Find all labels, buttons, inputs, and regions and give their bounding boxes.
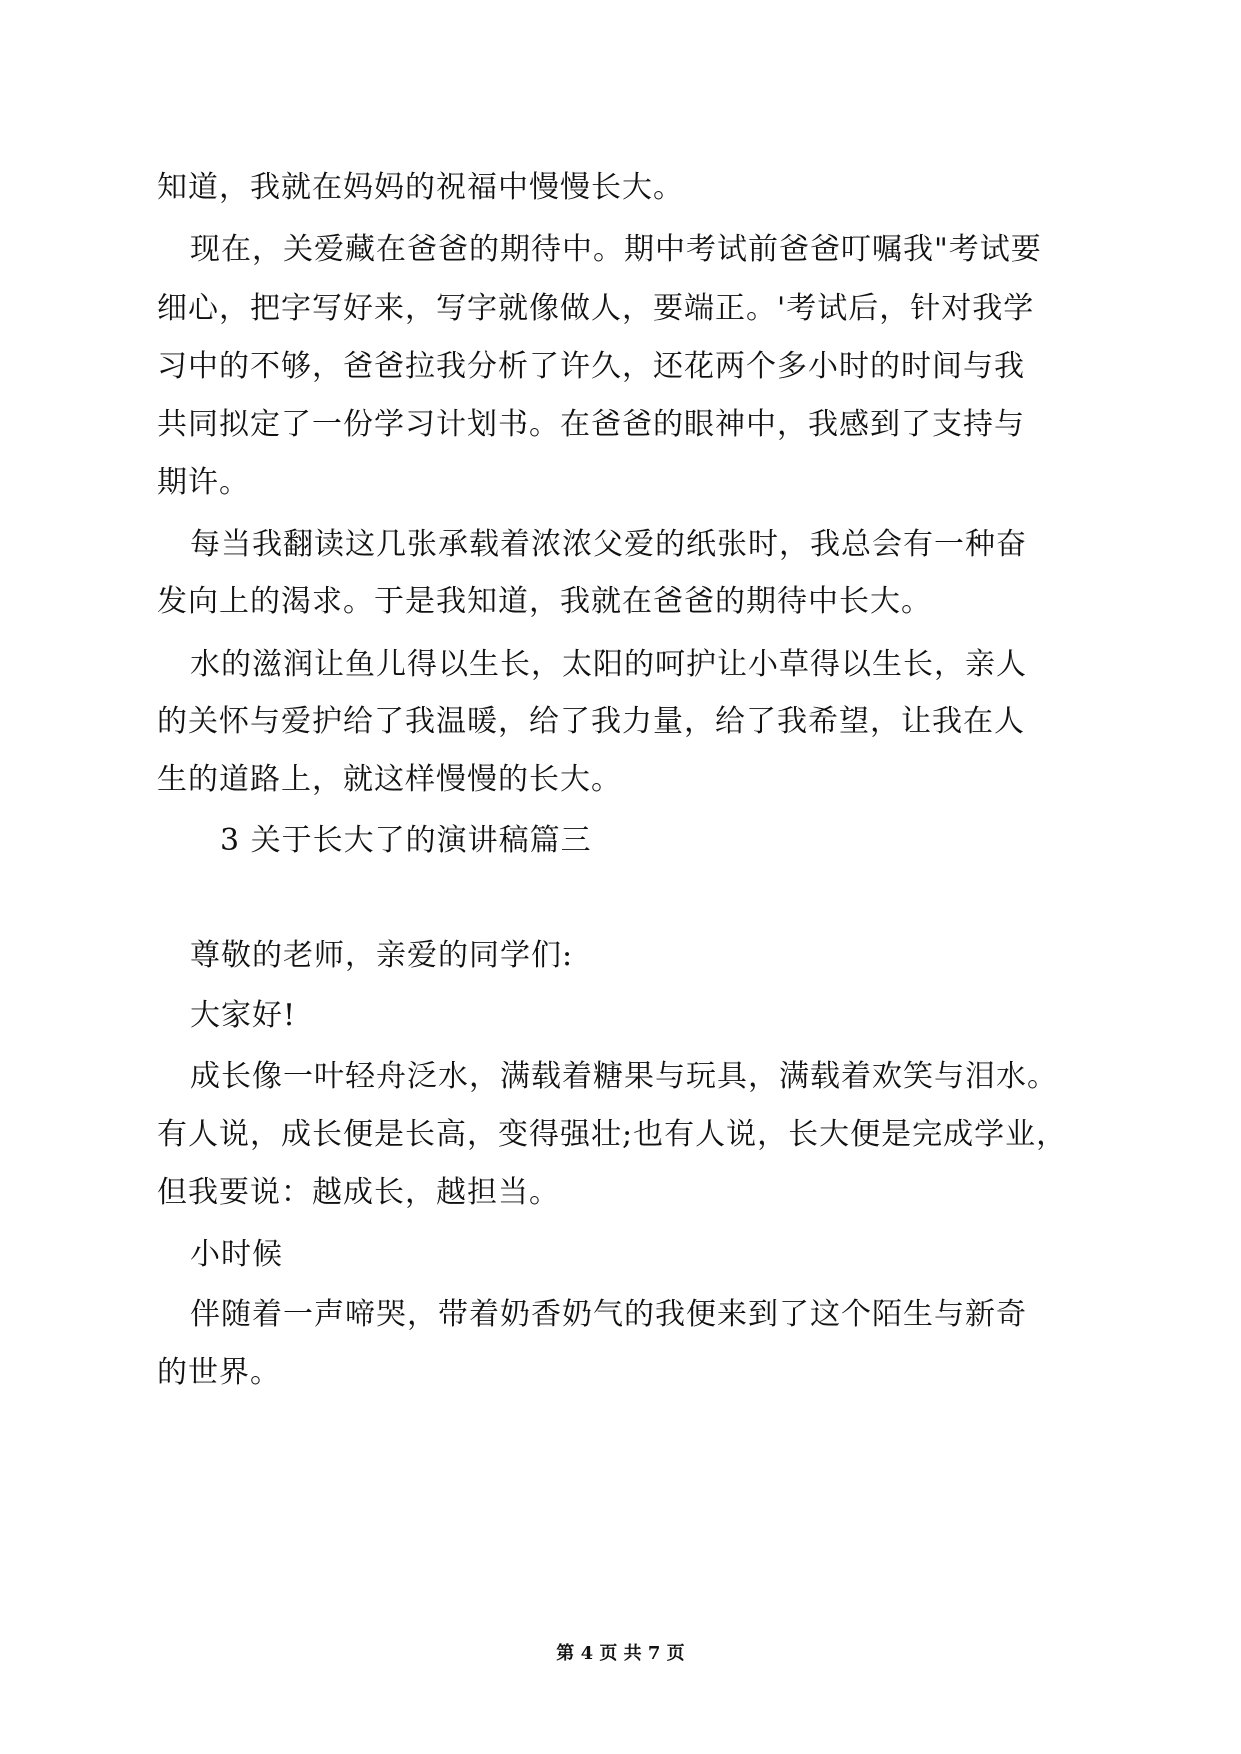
paragraph-line: 共同拟定了一份学习计划书。在爸爸的眼神中，我感到了支持与 <box>157 407 1025 442</box>
section-heading: 3 关于长大了的演讲稿篇三 <box>220 823 592 858</box>
paragraph-line: 生的道路上，就这样慢慢的长大。 <box>157 762 622 797</box>
paragraph-line: 知道，我就在妈妈的祝福中慢慢长大。 <box>157 170 684 205</box>
salutation-line: 尊敬的老师，亲爱的同学们: <box>190 938 574 973</box>
paragraph-line: 发向上的渴求。于是我知道，我就在爸爸的期待中长大。 <box>157 584 932 619</box>
paragraph-line: 习中的不够，爸爸拉我分析了许久，还花两个多小时的时间与我 <box>157 349 1025 384</box>
paragraph-line: 的关怀与爱护给了我温暖，给了我力量，给了我希望，让我在人 <box>157 704 1025 739</box>
paragraph-line: 成长像一叶轻舟泛水，满载着糖果与玩具，满载着欢笑与泪水。 <box>190 1059 1058 1094</box>
paragraph-line: 有人说，成长便是长高，变得强壮;也有人说，长大便是完成学业， <box>157 1117 1068 1152</box>
paragraph-line: 但我要说：越成长，越担当。 <box>157 1175 560 1210</box>
paragraph-line: 小时候 <box>190 1237 283 1272</box>
paragraph-line: 期许。 <box>157 465 250 500</box>
paragraph-line: 的世界。 <box>157 1355 281 1390</box>
greeting-line: 大家好! <box>190 998 297 1033</box>
paragraph-line: 伴随着一声啼哭，带着奶香奶气的我便来到了这个陌生与新奇 <box>190 1297 1027 1332</box>
paragraph-line: 每当我翻读这几张承载着浓浓父爱的纸张时，我总会有一种奋 <box>190 527 1027 562</box>
paragraph-line: 细心，把字写好来，写字就像做人，要端正。'考试后，针对我学 <box>157 291 1035 326</box>
page-number-footer: 第 4 页 共 7 页 <box>556 1643 685 1664</box>
paragraph-line: 水的滋润让鱼儿得以生长，太阳的呵护让小草得以生长，亲人 <box>190 647 1027 682</box>
paragraph-line: 现在，关爱藏在爸爸的期待中。期中考试前爸爸叮嘱我"考试要 <box>190 232 1042 267</box>
